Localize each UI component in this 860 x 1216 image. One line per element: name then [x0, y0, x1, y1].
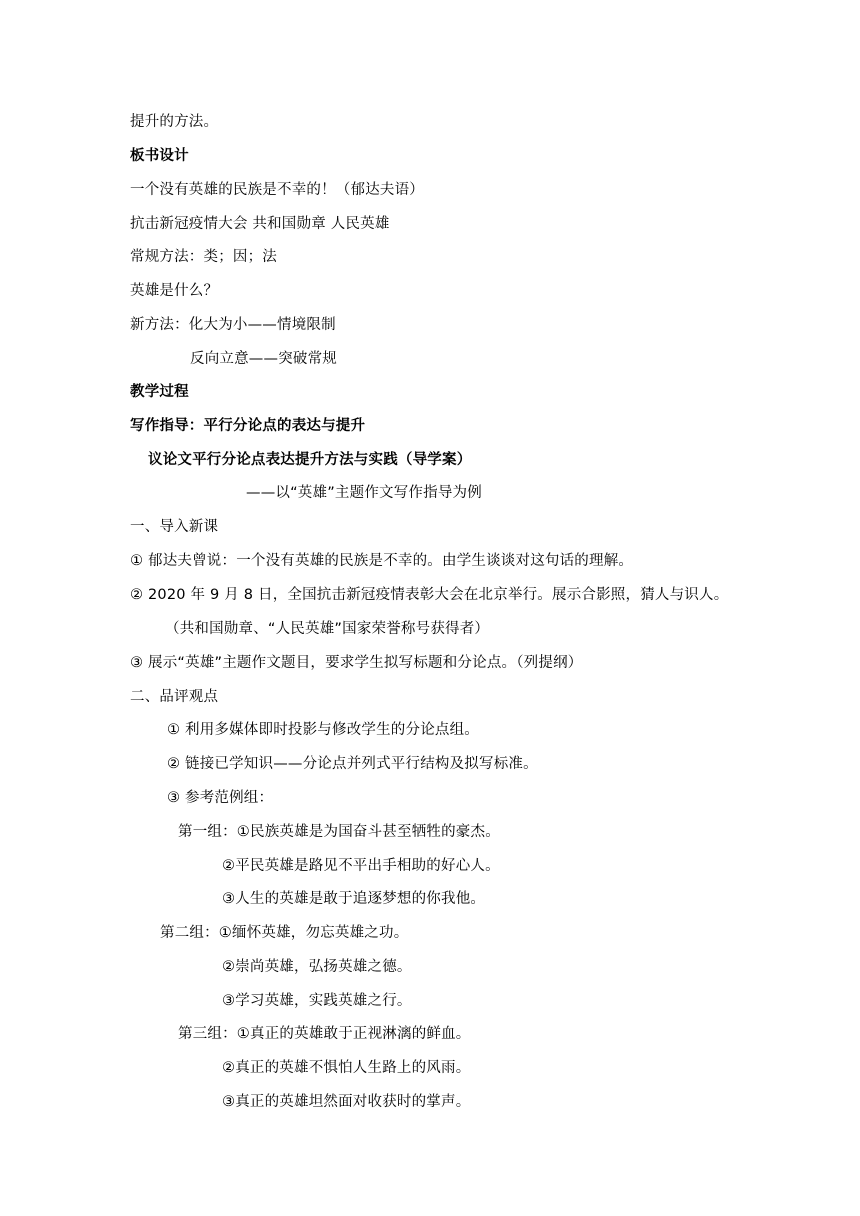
text-line: 第三组：①真正的英雄敢于正视淋漓的鲜血。 [178, 1026, 471, 1042]
section-heading: 写作指导：平行分论点的表达与提升 [130, 418, 366, 434]
text-line: ① 利用多媒体即时投影与修改学生的分论点组。 [167, 722, 480, 738]
text-line: ③真正的英雄坦然面对收获时的掌声。 [222, 1094, 471, 1110]
text-line: 第二组：①缅怀英雄，勿忘英雄之功。 [160, 925, 409, 941]
text-line: ②真正的英雄不惧怕人生路上的风雨。 [222, 1060, 471, 1076]
text-line: ② 2020 年 9 月 8 日，全国抗击新冠疫情表彰大会在北京举行。展示合影照，猜人与识人。 [130, 587, 729, 603]
text-line: ③ 参考范例组： [167, 790, 274, 806]
document-title: 议论文平行分论点表达提升方法与实践（导学案） [148, 452, 472, 468]
text-line: 第一组：①民族英雄是为国奋斗甚至牺牲的豪杰。 [178, 824, 500, 840]
text-line: 新方法：化大为小——情境限制 [130, 317, 336, 333]
text-line: 一个没有英雄的民族是不幸的！（郁达夫语） [130, 182, 424, 198]
text-line: ②平民英雄是路见不平出手相助的好心人。 [222, 858, 500, 874]
text-line: 常规方法：类；因；法 [130, 249, 277, 265]
document-subtitle: ——以“英雄”主题作文写作指导为例 [246, 485, 482, 501]
text-line: （共和国勋章、“人民英雄”国家荣誉称号获得者） [165, 621, 490, 637]
section-heading: 板书设计 [130, 148, 189, 164]
text-line: ③学习英雄，实践英雄之行。 [222, 993, 412, 1009]
text-line: 英雄是什么？ [130, 283, 219, 299]
text-line: 二、品评观点 [130, 689, 219, 705]
text-line: ① 郁达夫曾说：一个没有英雄的民族是不幸的。由学生谈谈对这句话的理解。 [130, 553, 634, 569]
text-line: 一、导入新课 [130, 519, 219, 535]
text-line: ②崇尚英雄，弘扬英雄之德。 [222, 959, 412, 975]
text-line: 抗击新冠疫情大会 共和国勋章 人民英雄 [130, 216, 390, 232]
text-line: ③人生的英雄是敢于追逐梦想的你我他。 [222, 891, 486, 907]
text-line: ② 链接已学知识——分论点并列式平行结构及拟写标准。 [167, 756, 538, 772]
text-line: 提升的方法。 [130, 114, 219, 130]
section-heading: 教学过程 [130, 384, 189, 400]
text-line: ③ 展示“英雄”主题作文题目，要求学生拟写标题和分论点。（列提纲） [130, 655, 583, 671]
text-line: 反向立意——突破常规 [190, 351, 337, 367]
